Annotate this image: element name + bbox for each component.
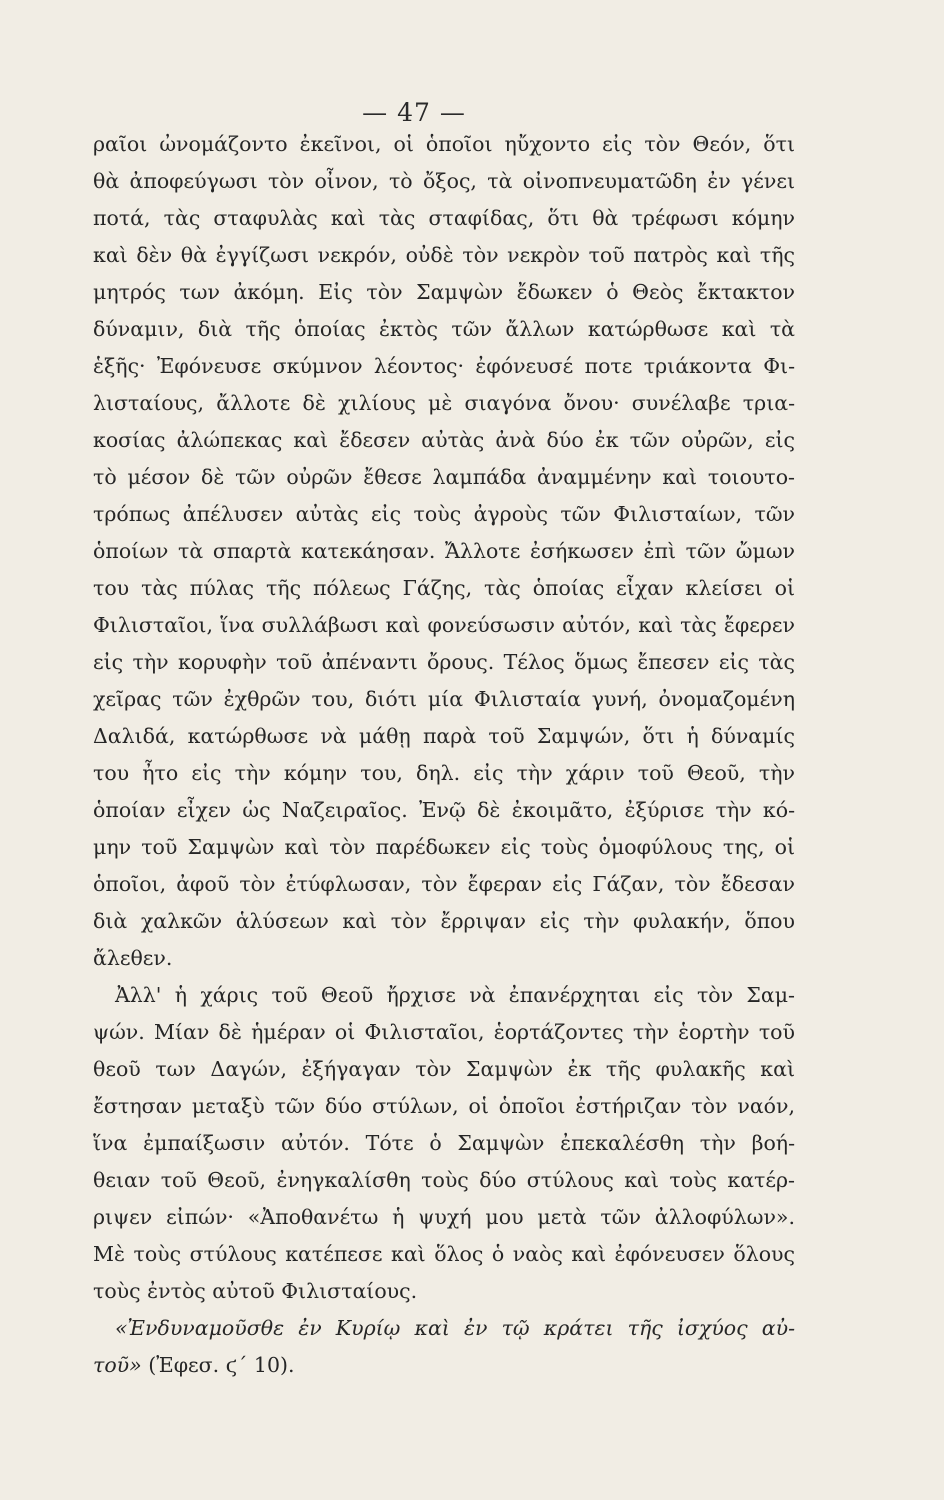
paragraph-1 xyxy=(93,126,795,977)
text-line: θεοῦ των Δαγών, ἐξήγαγαν τὸν Σαμψὼν ἐκ τῆς φυλακῆς καὶ xyxy=(93,1057,795,1081)
text-line: θὰ ἀποφεύγωσι τὸν οἶνον, τὸ ὄξος, τὰ οἰνοπνευματῶδη ἐν γένει xyxy=(93,169,795,193)
text-line: ἄλεθεν. xyxy=(93,946,173,970)
text-line: Φιλισταῖοι, ἵνα συλλάβωσι καὶ φονεύσωσιν αὐτόν, καὶ τὰς ἔφερεν xyxy=(93,613,795,637)
text-line: εἰς τὴν κορυφὴν τοῦ ἀπέναντι ὄρους. Τέλος ὅμως ἔπεσεν εἰς τὰς xyxy=(93,650,795,674)
text-line: ψών. Μίαν δὲ ἡμέραν οἱ Φιλισταῖοι, ἑορτάζοντες τὴν ἑορτὴν τοῦ xyxy=(93,1020,795,1044)
text-line: ἔστησαν μεταξὺ τῶν δύο στύλων, οἱ ὁποῖοι ἐστήριζαν τὸν ναόν, xyxy=(93,1094,795,1118)
text-line: ὁποίων τὰ σπαρτὰ κατεκάησαν. Ἄλλοτε ἐσήκωσεν ἐπὶ τῶν ὤμων xyxy=(93,539,795,563)
text-line: διὰ χαλκῶν ἁλύσεων καὶ τὸν ἔρριψαν εἰς τὴν φυλακήν, ὅπου xyxy=(93,909,795,933)
scripture-quote xyxy=(93,1310,795,1384)
text-line: λισταίους, ἄλλοτε δὲ χιλίους μὲ σιαγόνα ὄνου· συνέλαβε τρια- xyxy=(93,391,795,415)
text-line: ὁποῖοι, ἀφοῦ τὸν ἐτύφλωσαν, τὸν ἔφεραν εἰς Γάζαν, τὸν ἔδεσαν xyxy=(93,872,795,896)
text-line: ριψεν εἰπών· «Ἀποθανέτω ἡ ψυχή μου μετὰ τῶν ἀλλοφύλων». xyxy=(93,1205,795,1229)
quote-line-2 xyxy=(93,1347,795,1384)
text-line: δύναμιν, διὰ τῆς ὁποίας ἐκτὸς τῶν ἄλλων κατώρθωσε καὶ τὰ xyxy=(93,317,795,341)
text-line: ἵνα ἐμπαίξωσιν αὐτόν. Τότε ὁ Σαμψὼν ἐπεκαλέσθη τὴν βοή- xyxy=(93,1131,795,1155)
text-line: Ἀλλ' ἡ χάρις τοῦ Θεοῦ ἤρχισε νὰ ἐπανέρχηται εἰς τὸν Σαμ- xyxy=(115,983,795,1007)
text-line: τὸ μέσον δὲ τῶν οὐρῶν ἔθεσε λαμπάδα ἀναμμένην καὶ τοιουτο- xyxy=(93,465,795,489)
page-number: — 47 — xyxy=(362,98,466,127)
text-line: ποτά, τὰς σταφυλὰς καὶ τὰς σταφίδας, ὅτι θὰ τρέφωσι κόμην xyxy=(93,206,795,230)
text-line: ὁποίαν εἶχεν ὡς Ναζειραῖος. Ἐνῷ δὲ ἐκοιμᾶτο, ἐξύρισε τὴν κό- xyxy=(93,798,795,822)
text-line: τοὺς ἐντὸς αὐτοῦ Φιλισταίους. xyxy=(93,1279,418,1303)
text-line: μην τοῦ Σαμψὼν καὶ τὸν παρέδωκεν εἰς τοὺς ὁμοφύλους της, οἱ xyxy=(93,835,795,859)
text-line: κοσίας ἀλώπεκας καὶ ἔδεσεν αὐτὰς ἀνὰ δύο ἐκ τῶν οὐρῶν, εἰς xyxy=(93,428,795,452)
text-line: Μὲ τοὺς στύλους κατέπεσε καὶ ὅλος ὁ ναὸς καὶ ἐφόνευσεν ὅλους xyxy=(93,1242,795,1266)
quote-reference: (Ἐφεσ. ϛ΄ 10). xyxy=(141,1353,295,1377)
text-line: χεῖρας τῶν ἐχθρῶν του, διότι μία Φιλισταία γυνή, ὀνομαζομένη xyxy=(93,687,795,711)
text-line: ραῖοι ὠνομάζοντο ἐκεῖνοι, οἱ ὁποῖοι ηὔχοντο εἰς τὸν Θεόν, ὅτι xyxy=(93,132,795,156)
text-line: ἑξῆς· Ἐφόνευσε σκύμνον λέοντος· ἐφόνευσέ ποτε τριάκοντα Φι- xyxy=(93,354,795,378)
text-line: τρόπως ἀπέλυσεν αὐτὰς εἰς τοὺς ἀγροὺς τῶν Φιλισταίων, τῶν xyxy=(93,502,795,526)
text-line: του τὰς πύλας τῆς πόλεως Γάζης, τὰς ὁποίας εἶχαν κλείσει οἱ xyxy=(93,576,795,600)
text-line: μητρός των ἀκόμη. Εἰς τὸν Σαμψὼν ἔδωκεν ὁ Θεὸς ἔκτακτον xyxy=(93,280,795,304)
quote-line: «Ἐνδυναμοῦσθε ἐν Κυρίῳ καὶ ἐν τῷ κράτει τῆς ἰσχύος αὐ- xyxy=(115,1316,795,1340)
body-text xyxy=(93,126,795,1384)
quote-end: τοῦ» xyxy=(93,1353,142,1377)
text-line: του ἦτο εἰς τὴν κόμην του, δηλ. εἰς τὴν χάριν τοῦ Θεοῦ, τὴν xyxy=(93,761,795,785)
text-line: θειαν τοῦ Θεοῦ, ἐνηγκαλίσθη τοὺς δύο στύλους καὶ τοὺς κατέρ- xyxy=(93,1168,795,1192)
text-line: Δαλιδά, κατώρθωσε νὰ μάθῃ παρὰ τοῦ Σαμψών, ὅτι ἡ δύναμίς xyxy=(93,724,795,748)
text-line: καὶ δὲν θὰ ἐγγίζωσι νεκρόν, οὐδὲ τὸν νεκρὸν τοῦ πατρὸς καὶ τῆς xyxy=(93,243,795,267)
paragraph-2 xyxy=(93,977,795,1310)
